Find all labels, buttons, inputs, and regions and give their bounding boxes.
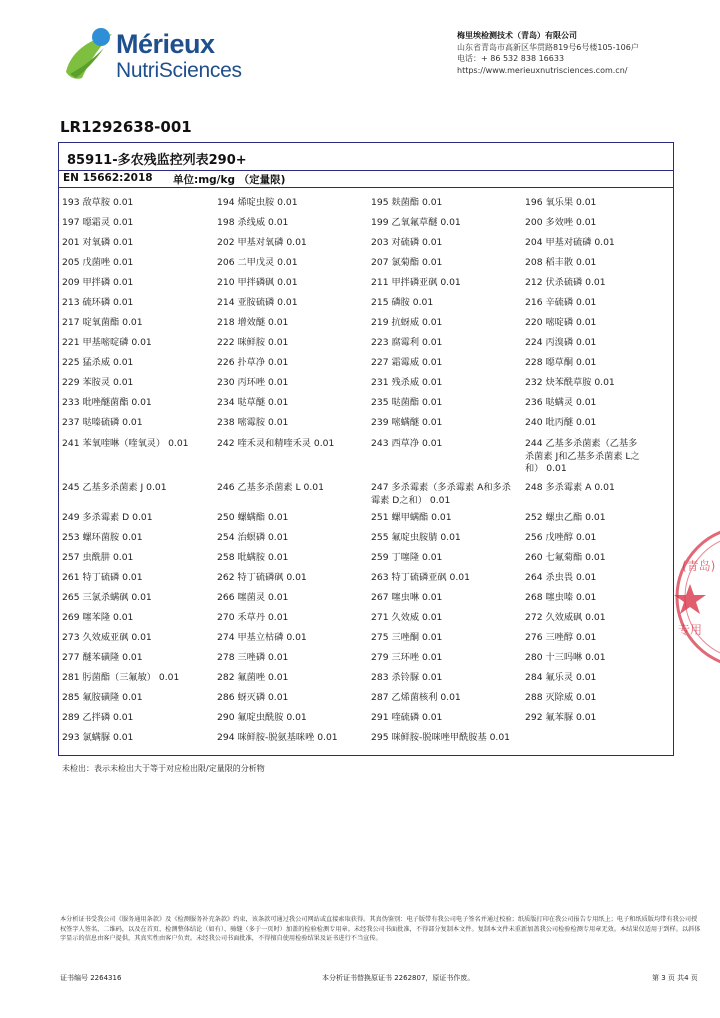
unit-label: 单位:mg/kg （定量限) bbox=[173, 174, 286, 186]
company-info bbox=[457, 30, 639, 76]
analyte-cell: 282 氟菌唑 0.01 bbox=[217, 672, 289, 683]
analyte-cell: 217 啶氧菌酯 0.01 bbox=[62, 317, 143, 328]
analyte-cell: 193 敌草胺 0.01 bbox=[62, 197, 134, 208]
analyte-cell: 218 增效醚 0.01 bbox=[217, 317, 289, 328]
analyte-cell: 202 甲基对氧磷 0.01 bbox=[217, 237, 307, 248]
svg-text:专用: 专用 bbox=[678, 623, 703, 637]
analyte-cell: 236 哒螨灵 0.01 bbox=[525, 397, 597, 408]
official-seal bbox=[672, 522, 720, 672]
analyte-cell: 252 螺虫乙酯 0.01 bbox=[525, 512, 606, 523]
analyte-cell: 275 三唑酮 0.01 bbox=[371, 632, 443, 643]
analyte-cell: 284 氟乐灵 0.01 bbox=[525, 672, 597, 683]
analyte-cell: 289 乙拌磷 0.01 bbox=[62, 712, 134, 723]
analyte-cell: 244 乙基多杀菌素（乙基多杀菌素 J和乙基多杀菌素 L之和） 0.01 bbox=[525, 438, 640, 474]
analyte-cell: 234 哒草醚 0.01 bbox=[217, 397, 289, 408]
analyte-cell: 222 咪鲜胺 0.01 bbox=[217, 337, 289, 348]
analyte-cell: 281 肟菌酯（三氟敏） 0.01 bbox=[62, 672, 180, 683]
test-method: EN 15662:2018 bbox=[63, 172, 153, 184]
analyte-cell: 265 三氯杀螨砜 0.01 bbox=[62, 592, 152, 603]
disclaimer-text: 本分析证书受我公司《服务通用条款》及《检测服务补充条款》约束，该条款可通过我公司网站或直接索取获得。其真伪鉴别：电子版带有我公司电子签名并通过校验；纸质版打印在我公司报告专用纸上；电子和纸质版均带有我公司授权签字人签名、二维码，以及在首页、检测整体结论（如有）、骑缝（多于一页时）加盖的检验检测专用章。未经我公司书面批准，不得部分复制本文件。复制本文件未重新加盖我公司检验检测专用章无效。本结果仅适用于到样。以斜体字显示的信息由客户提供，其真实性由客户负责。未经我公司书面批准，不得擅自使用检验结果及证书进行不当宣传。 bbox=[60, 916, 701, 943]
analyte-cell: 262 特丁硫磷砜 0.01 bbox=[217, 572, 307, 583]
analyte-cell: 240 吡丙醚 0.01 bbox=[525, 417, 597, 428]
analyte-cell: 231 残杀威 0.01 bbox=[371, 377, 443, 388]
analyte-cell: 258 吡螨胺 0.01 bbox=[217, 552, 289, 563]
analyte-cell: 286 蚜灭磷 0.01 bbox=[217, 692, 289, 703]
analyte-cell: 251 螺甲螨酯 0.01 bbox=[371, 512, 452, 523]
analyte-cell: 246 乙基多杀菌素 L 0.01 bbox=[217, 482, 324, 493]
analyte-cell: 227 霜霉威 0.01 bbox=[371, 357, 443, 368]
certificate-number: 证书编号 2264316 bbox=[60, 974, 122, 982]
analyte-cell: 216 辛硫磷 0.01 bbox=[525, 297, 597, 308]
analyte-cell: 253 螺环菌胺 0.01 bbox=[62, 532, 143, 543]
analyte-cell: 224 丙溴磷 0.01 bbox=[525, 337, 597, 348]
analyte-cell: 276 三唑醇 0.01 bbox=[525, 632, 597, 643]
analyte-cell: 228 噁草酮 0.01 bbox=[525, 357, 597, 368]
analyte-cell: 232 炔苯酰草胺 0.01 bbox=[525, 377, 615, 388]
analyte-cell: 237 哒嗪硫磷 0.01 bbox=[62, 417, 143, 428]
analyte-cell: 229 苯胺灵 0.01 bbox=[62, 377, 134, 388]
analyte-cell: 259 丁噻隆 0.01 bbox=[371, 552, 443, 563]
analyte-cell: 235 哒菌酯 0.01 bbox=[371, 397, 443, 408]
analyte-cell: 266 噻菌灵 0.01 bbox=[217, 592, 289, 603]
analyte-cell: 279 三环唑 0.01 bbox=[371, 652, 443, 663]
analyte-cell: 294 咪鲜胺-脱氨基咪唑 0.01 bbox=[217, 732, 338, 743]
analyte-cell: 198 杀线威 0.01 bbox=[217, 217, 289, 228]
analyte-cell: 204 甲基对硫磷 0.01 bbox=[525, 237, 615, 248]
analyte-cell: 210 甲拌磷砜 0.01 bbox=[217, 277, 298, 288]
brand-name-secondary: NutriSciences bbox=[116, 59, 242, 82]
analyte-cell: 239 嘧螨醚 0.01 bbox=[371, 417, 443, 428]
analyte-cell: 223 腐霉利 0.01 bbox=[371, 337, 443, 348]
analyte-cell: 274 甲基立枯磷 0.01 bbox=[217, 632, 307, 643]
results-table bbox=[58, 142, 674, 756]
analyte-cell: 267 噻虫啉 0.01 bbox=[371, 592, 443, 603]
analyte-cell: 269 噻苯隆 0.01 bbox=[62, 612, 134, 623]
analyte-cell: 207 氯菊酯 0.01 bbox=[371, 257, 443, 268]
analyte-cell: 242 喹禾灵和精喹禾灵 0.01 bbox=[217, 438, 335, 449]
svg-text:(青岛): (青岛) bbox=[682, 559, 716, 573]
report-number: LR1292638-001 bbox=[60, 118, 192, 136]
analyte-cell: 270 禾草丹 0.01 bbox=[217, 612, 289, 623]
analyte-cell: 250 螺螨酯 0.01 bbox=[217, 512, 289, 523]
analyte-cell: 273 久效威亚砜 0.01 bbox=[62, 632, 152, 643]
analyte-cell: 220 嘧啶磷 0.01 bbox=[525, 317, 597, 328]
analyte-cell: 288 灭除威 0.01 bbox=[525, 692, 597, 703]
analyte-cell: 245 乙基多杀菌素 J 0.01 bbox=[62, 482, 167, 493]
analyte-cell: 243 西草净 0.01 bbox=[371, 438, 443, 449]
analyte-cell: 277 醚苯磺隆 0.01 bbox=[62, 652, 143, 663]
analyte-cell: 233 吡唑醚菌酯 0.01 bbox=[62, 397, 152, 408]
analyte-cell: 263 特丁硫磷亚砜 0.01 bbox=[371, 572, 470, 583]
leaf-logo-icon bbox=[64, 26, 124, 88]
company-website: https://www.merieuxnutrisciences.com.cn/ bbox=[457, 65, 628, 75]
analyte-cell: 291 喹硫磷 0.01 bbox=[371, 712, 443, 723]
analyte-cell: 211 甲拌磷亚砜 0.01 bbox=[371, 277, 461, 288]
analyte-cell: 208 稻丰散 0.01 bbox=[525, 257, 597, 268]
analyte-cell: 272 久效威砜 0.01 bbox=[525, 612, 606, 623]
analyte-cell: 213 硫环磷 0.01 bbox=[62, 297, 134, 308]
analyte-cell: 200 多效唑 0.01 bbox=[525, 217, 597, 228]
analyte-cell: 225 猛杀威 0.01 bbox=[62, 357, 134, 368]
analyte-cell: 241 苯氧喹啉（喹氧灵） 0.01 bbox=[62, 438, 189, 449]
company-logo bbox=[64, 26, 264, 88]
divider bbox=[59, 187, 673, 188]
analyte-cell: 256 戊唑醇 0.01 bbox=[525, 532, 597, 543]
analyte-cell: 257 虫酰肼 0.01 bbox=[62, 552, 134, 563]
analyte-cell: 280 十三吗啉 0.01 bbox=[525, 652, 606, 663]
page-indicator: 第 3 页 共4 页 bbox=[652, 974, 698, 982]
analyte-cell: 261 特丁硫磷 0.01 bbox=[62, 572, 143, 583]
brand-name-primary: Mérieux bbox=[116, 29, 215, 59]
analyte-cell: 292 氟苯脲 0.01 bbox=[525, 712, 597, 723]
analyte-cell: 249 多杀霉素 D 0.01 bbox=[62, 512, 153, 523]
divider bbox=[59, 170, 673, 171]
analyte-cell: 290 氟啶虫酰胺 0.01 bbox=[217, 712, 307, 723]
analyte-cell: 271 久效威 0.01 bbox=[371, 612, 443, 623]
analyte-cell: 278 三唑磷 0.01 bbox=[217, 652, 289, 663]
analyte-cell: 195 麸菌酯 0.01 bbox=[371, 197, 443, 208]
analyte-cell: 283 杀铃脲 0.01 bbox=[371, 672, 443, 683]
analyte-cell: 268 噻虫嗪 0.01 bbox=[525, 592, 597, 603]
analyte-cell: 295 咪鲜胺-脱咪唑甲酰胺基 0.01 bbox=[371, 732, 511, 743]
replacement-note: 本分析证书替换原证书 2262807，原证书作废。 bbox=[322, 974, 475, 982]
table-title: 85911-多农残监控列表290+ bbox=[67, 153, 247, 168]
analyte-cell: 194 烯啶虫胺 0.01 bbox=[217, 197, 298, 208]
analyte-cell: 255 氟啶虫胺腈 0.01 bbox=[371, 532, 461, 543]
analyte-cell: 226 扑草净 0.01 bbox=[217, 357, 289, 368]
analyte-cell: 214 亚胺硫磷 0.01 bbox=[217, 297, 298, 308]
analyte-cell: 287 乙烯菌核利 0.01 bbox=[371, 692, 461, 703]
analyte-cell: 212 伏杀硫磷 0.01 bbox=[525, 277, 606, 288]
analyte-cell: 201 对氧磷 0.01 bbox=[62, 237, 134, 248]
analyte-cell: 215 磷胺 0.01 bbox=[371, 297, 434, 308]
analyte-cell: 254 治螟磷 0.01 bbox=[217, 532, 289, 543]
company-phone: 电话：+ 86 532 838 16633 bbox=[457, 54, 565, 63]
footnote: 未检出：表示未检出大于等于对应检出限/定量限的分析物 bbox=[62, 764, 265, 773]
analyte-cell: 203 对硫磷 0.01 bbox=[371, 237, 443, 248]
analyte-cell: 285 氟胺磺隆 0.01 bbox=[62, 692, 143, 703]
analyte-cell: 248 多杀霉素 A 0.01 bbox=[525, 482, 615, 493]
analyte-cell: 196 氧乐果 0.01 bbox=[525, 197, 597, 208]
analyte-cell: 197 噁霜灵 0.01 bbox=[62, 217, 134, 228]
analyte-cell: 293 氯螨脲 0.01 bbox=[62, 732, 134, 743]
company-name: 梅里埃检测技术（青岛）有限公司 bbox=[457, 31, 577, 40]
analyte-cell: 238 嘧霉胺 0.01 bbox=[217, 417, 289, 428]
analyte-cell: 260 七氟菊酯 0.01 bbox=[525, 552, 606, 563]
analyte-cell: 199 乙氧氟草醚 0.01 bbox=[371, 217, 461, 228]
analyte-cell: 264 杀虫畏 0.01 bbox=[525, 572, 597, 583]
analyte-cell: 221 甲基嘧啶磷 0.01 bbox=[62, 337, 152, 348]
analyte-cell: 219 抗蚜威 0.01 bbox=[371, 317, 443, 328]
analyte-cell: 230 丙环唑 0.01 bbox=[217, 377, 289, 388]
analyte-cell: 247 多杀霉素（多杀霉素 A和多杀霉素 D之和） 0.01 bbox=[371, 482, 511, 506]
analyte-cell: 209 甲拌磷 0.01 bbox=[62, 277, 134, 288]
analyte-cell: 205 戊菌唑 0.01 bbox=[62, 257, 134, 268]
company-address: 山东省青岛市高新区华贯路819号6号楼105-106户 bbox=[457, 42, 639, 52]
analyte-cell: 206 二甲戊灵 0.01 bbox=[217, 257, 298, 268]
